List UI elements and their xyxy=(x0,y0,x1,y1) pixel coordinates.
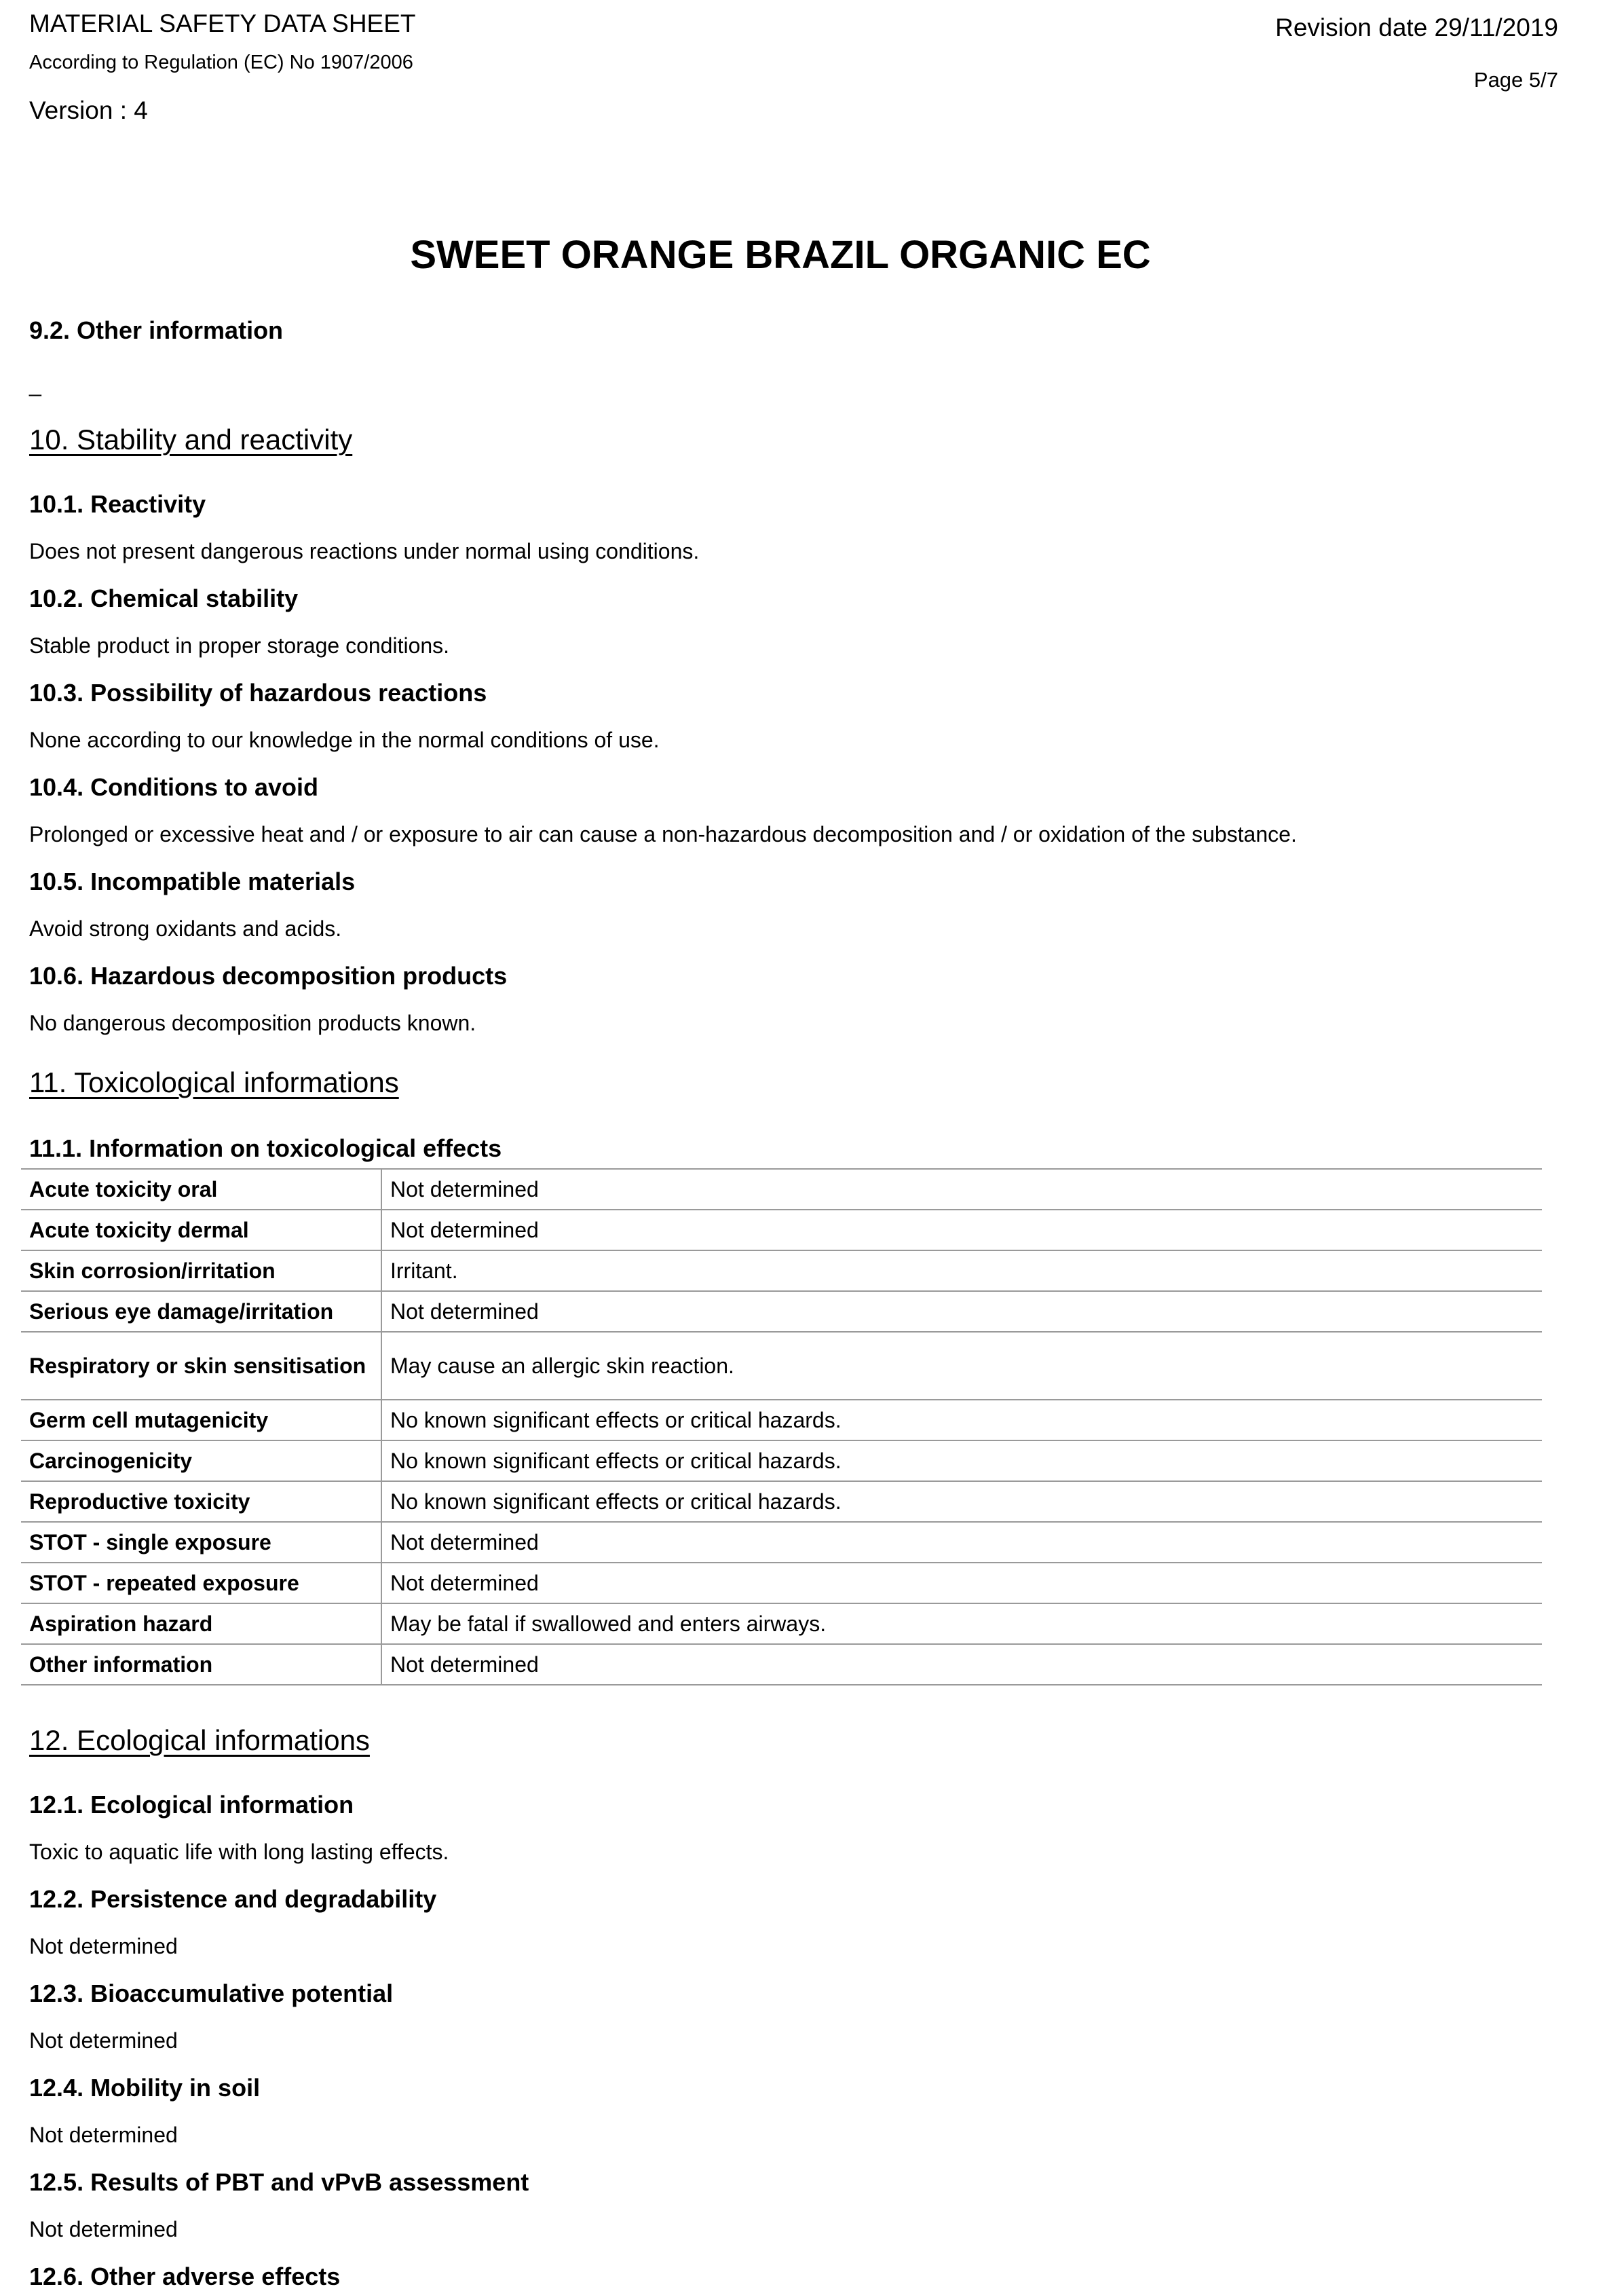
tox-label: Carcinogenicity xyxy=(21,1440,381,1481)
subsection-heading-9-2: 9.2. Other information xyxy=(29,316,284,344)
subsection-text-10-2: Stable product in proper storage conditions. xyxy=(29,633,450,658)
table-row xyxy=(21,1400,1542,1440)
table-row xyxy=(21,1291,1542,1332)
tox-label: Reproductive toxicity xyxy=(21,1481,381,1522)
subsection-text-9-2: _ xyxy=(29,372,41,396)
tox-value: No known significant effects or critical hazards. xyxy=(381,1400,1542,1440)
tox-value: Not determined xyxy=(381,1291,1542,1332)
subsection-text-10-3: None according to our knowledge in the normal conditions of use. xyxy=(29,728,660,752)
subsection-heading-12-3: 12.3. Bioaccumulative potential xyxy=(29,1979,394,2007)
subsection-heading-10-3: 10.3. Possibility of hazardous reactions xyxy=(29,679,487,707)
toxicology-table xyxy=(21,1168,1542,1685)
regulation-reference: According to Regulation (EC) No 1907/2006 xyxy=(29,52,413,73)
tox-label: Serious eye damage/irritation xyxy=(21,1291,381,1332)
table-row xyxy=(21,1440,1542,1481)
subsection-text-12-5: Not determined xyxy=(29,2217,178,2241)
page-number: Page 5/7 xyxy=(1473,68,1558,92)
tox-value: Not determined xyxy=(381,1644,1542,1685)
subsection-heading-10-4: 10.4. Conditions to avoid xyxy=(29,773,319,801)
subsection-text-12-4: Not determined xyxy=(29,2123,178,2147)
subsection-heading-10-2: 10.2. Chemical stability xyxy=(29,584,299,612)
document-type: MATERIAL SAFETY DATA SHEET xyxy=(29,10,416,37)
tox-label: Acute toxicity oral xyxy=(21,1169,381,1210)
subsection-text-12-3: Not determined xyxy=(29,2028,178,2053)
subsection-heading-12-6: 12.6. Other adverse effects xyxy=(29,2262,341,2290)
subsection-text-10-4: Prolonged or excessive heat and / or exposure to air can cause a non-hazardous decomposition and / or oxidation of the substance. xyxy=(29,822,1297,846)
subsection-heading-12-1: 12.1. Ecological information xyxy=(29,1791,354,1819)
section-heading-12: 12. Ecological informations xyxy=(29,1724,370,1756)
tox-value: May be fatal if swallowed and enters airways. xyxy=(381,1603,1542,1644)
subsection-heading-10-1: 10.1. Reactivity xyxy=(29,490,206,518)
tox-label: Other information xyxy=(21,1644,381,1685)
tox-label: Germ cell mutagenicity xyxy=(21,1400,381,1440)
tox-value: Not determined xyxy=(381,1210,1542,1250)
tox-label: STOT - single exposure xyxy=(21,1522,381,1563)
tox-label: Aspiration hazard xyxy=(21,1603,381,1644)
tox-value: Not determined xyxy=(381,1522,1542,1563)
subsection-heading-12-5: 12.5. Results of PBT and vPvB assessment xyxy=(29,2168,529,2196)
table-row xyxy=(21,1481,1542,1522)
table-row xyxy=(21,1250,1542,1291)
subsection-heading-11-1: 11.1. Information on toxicological effects xyxy=(29,1134,502,1162)
subsection-text-10-1: Does not present dangerous reactions under normal using conditions. xyxy=(29,539,700,563)
tox-label: Respiratory or skin sensitisation xyxy=(21,1332,381,1400)
table-row xyxy=(21,1210,1542,1250)
subsection-text-10-5: Avoid strong oxidants and acids. xyxy=(29,916,342,941)
subsection-text-12-1: Toxic to aquatic life with long lasting effects. xyxy=(29,1840,449,1864)
table-row xyxy=(21,1169,1542,1210)
tox-value: No known significant effects or critical hazards. xyxy=(381,1481,1542,1522)
subsection-heading-12-2: 12.2. Persistence and degradability xyxy=(29,1885,437,1913)
table-row xyxy=(21,1644,1542,1685)
tox-label: Skin corrosion/irritation xyxy=(21,1250,381,1291)
subsection-heading-10-6: 10.6. Hazardous decomposition products xyxy=(29,962,508,990)
subsection-heading-10-5: 10.5. Incompatible materials xyxy=(29,868,356,895)
revision-date: Revision date 29/11/2019 xyxy=(1275,14,1558,41)
product-title: SWEET ORANGE BRAZIL ORGANIC EC xyxy=(410,233,1151,277)
subsection-text-10-6: No dangerous decomposition products known. xyxy=(29,1011,476,1035)
section-heading-10: 10. Stability and reactivity xyxy=(29,424,353,455)
table-row xyxy=(21,1603,1542,1644)
subsection-text-12-2: Not determined xyxy=(29,1934,178,1958)
tox-value: No known significant effects or critical hazards. xyxy=(381,1440,1542,1481)
section-heading-11: 11. Toxicological informations xyxy=(29,1066,399,1098)
tox-value: Not determined xyxy=(381,1169,1542,1210)
table-row xyxy=(21,1522,1542,1563)
tox-value: Irritant. xyxy=(381,1250,1542,1291)
table-row xyxy=(21,1563,1542,1603)
table-row xyxy=(21,1332,1542,1400)
tox-value: Not determined xyxy=(381,1563,1542,1603)
version-label: Version : 4 xyxy=(29,96,148,124)
tox-label: Acute toxicity dermal xyxy=(21,1210,381,1250)
tox-value: May cause an allergic skin reaction. xyxy=(381,1332,1542,1400)
subsection-heading-12-4: 12.4. Mobility in soil xyxy=(29,2074,261,2102)
tox-label: STOT - repeated exposure xyxy=(21,1563,381,1603)
